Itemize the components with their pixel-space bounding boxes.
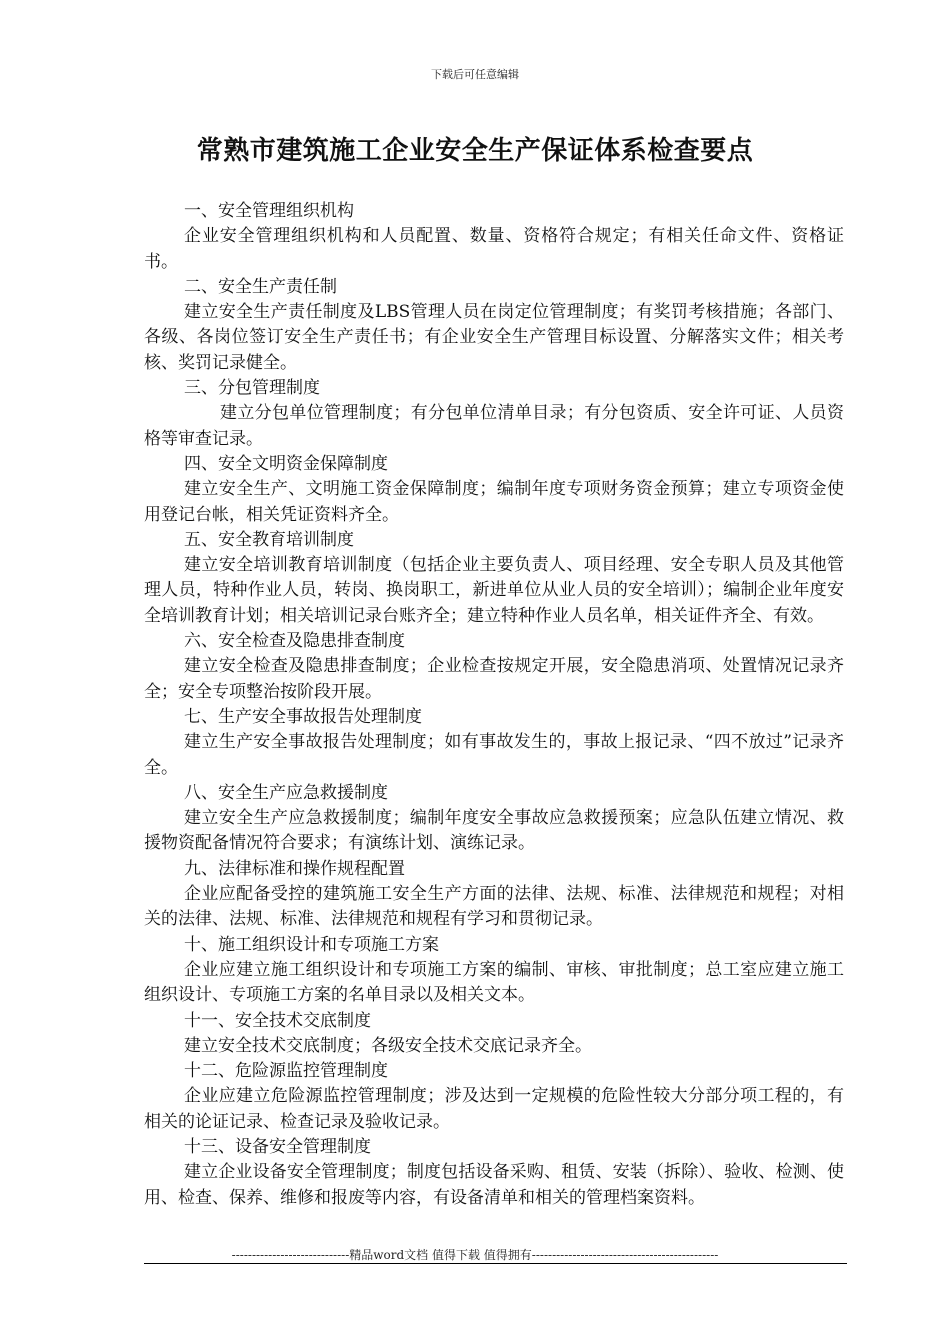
- section-text: 建立安全技术交底制度；各级安全技术交底记录齐全。: [184, 1035, 592, 1056]
- section-text: 企业应建立危险源监控管理制度；涉及达到一定规模的危险性较大分部分项工程的，有相关的论证记录、检查记录及验收记录。: [144, 1086, 844, 1132]
- section-3: [144, 376, 844, 452]
- section-heading: 十三、设备安全管理制度: [184, 1136, 371, 1157]
- section-heading: 三、分包管理制度: [184, 378, 320, 399]
- section-5: [144, 528, 844, 629]
- footer-divider: [144, 1263, 847, 1264]
- section-text: 企业安全管理组织机构和人员配置、数量、资格符合规定；有相关任命文件、资格证书。: [144, 226, 844, 272]
- section-heading: 八、安全生产应急救援制度: [184, 782, 388, 803]
- document-title: 常熟市建筑施工企业安全生产保证体系检查要点: [196, 136, 754, 166]
- section-6: [144, 629, 844, 705]
- section-heading: 七、生产安全事故报告处理制度: [184, 706, 422, 727]
- section-text: 建立生产安全事故报告处理制度；如有事故发生的，事故上报记录、“四不放过”记录齐全。: [144, 732, 844, 778]
- section-heading: 六、安全检查及隐患排查制度: [184, 631, 405, 652]
- section-heading: 二、安全生产责任制: [184, 276, 337, 297]
- section-10: [144, 933, 844, 1009]
- section-4: [144, 452, 844, 528]
- section-8: [144, 781, 844, 857]
- section-heading: 九、法律标准和操作规程配置: [184, 858, 405, 879]
- document-body: [144, 199, 844, 1211]
- section-text: 建立分包单位管理制度；有分包单位清单目录；有分包资质、安全许可证、人员资格等审查记录。: [144, 403, 844, 449]
- section-1: [144, 199, 844, 275]
- section-text: 企业应配备受控的建筑施工安全生产方面的法律、法规、标准、法律规范和规程；对相关的法律、法规、标准、法律规范和规程有学习和贯彻记录。: [144, 884, 844, 930]
- section-9: [144, 857, 844, 933]
- section-heading: 五、安全教育培训制度: [184, 529, 354, 550]
- section-text: 建立企业设备安全管理制度；制度包括设备采购、租赁、安装（拆除）、验收、检测、使用、检查、保养、维修和报废等内容，有设备清单和相关的管理档案资料。: [144, 1162, 844, 1208]
- header-note: 下载后可任意编辑: [431, 68, 519, 81]
- section-heading: 十一、安全技术交底制度: [184, 1010, 371, 1031]
- section-7: [144, 705, 844, 781]
- section-text: 建立安全生产责任制度及LBS管理人员在岗定位管理制度；有奖罚考核措施；各部门、各级、各岗位签订安全生产责任书；有企业安全生产管理目标设置、分解落实文件；相关考核、奖罚记录健全。: [144, 302, 844, 373]
- footer-text: -----------------------------精品word文档 值得下载 值得拥有----------------------------------------------: [231, 1248, 719, 1262]
- section-text: 建立安全培训教育培训制度（包括企业主要负责人、项目经理、安全专职人员及其他管理人员，特种作业人员，转岗、换岗职工，新进单位从业人员的安全培训）；编制企业年度安全培训教育计划；相关培训记录台账齐全；建立特种作业人员名单，相关证件齐全、有效。: [144, 555, 844, 626]
- section-heading: 四、安全文明资金保障制度: [184, 453, 388, 474]
- section-12: [144, 1059, 844, 1135]
- section-text: 建立安全生产、文明施工资金保障制度；编制年度专项财务资金预算；建立专项资金使用登记台帐，相关凭证资料齐全。: [144, 479, 844, 525]
- section-11: [144, 1009, 844, 1060]
- section-2: [144, 275, 844, 376]
- section-text: 建立安全检查及隐患排查制度；企业检查按规定开展，安全隐患消项、处置情况记录齐全；安全专项整治按阶段开展。: [144, 656, 844, 702]
- section-13: [144, 1135, 844, 1211]
- section-heading: 十二、危险源监控管理制度: [184, 1061, 388, 1082]
- section-heading: 十、施工组织设计和专项施工方案: [184, 934, 439, 955]
- section-heading: 一、安全管理组织机构: [184, 201, 354, 221]
- section-text: 建立安全生产应急救援制度；编制年度安全事故应急救援预案；应急队伍建立情况、救援物资配备情况符合要求；有演练计划、演练记录。: [144, 808, 844, 854]
- section-text: 企业应建立施工组织设计和专项施工方案的编制、审核、审批制度；总工室应建立施工组织设计、专项施工方案的名单目录以及相关文本。: [144, 959, 844, 1006]
